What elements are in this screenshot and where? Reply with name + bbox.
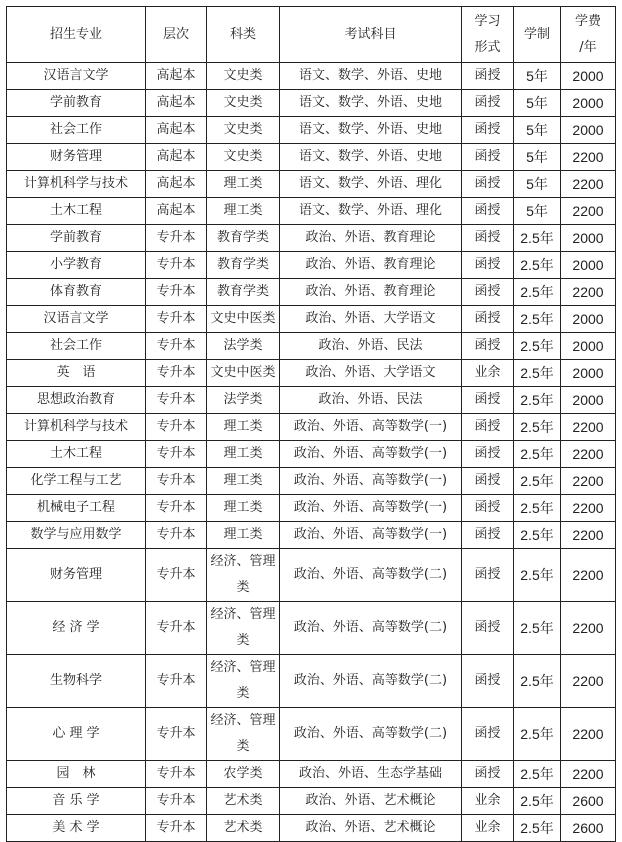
cell-fee: 2200 [561, 468, 616, 495]
header-study-form-line1: 学习 [474, 13, 501, 29]
cell-category: 教育学类 [207, 252, 280, 279]
cell-category: 文史类 [207, 144, 280, 171]
cell-major: 美 术 学 [7, 815, 146, 842]
enrollment-table [6, 6, 616, 842]
cell-duration: 2.5年 [514, 708, 561, 761]
cell-study-form: 函授 [462, 252, 514, 279]
table-row [7, 414, 616, 441]
table-row [7, 708, 616, 761]
cell-subjects: 语文、数学、外语、史地 [280, 63, 462, 90]
table-body [7, 63, 616, 842]
cell-fee: 2200 [561, 655, 616, 708]
cell-category: 理工类 [207, 171, 280, 198]
cell-study-form: 函授 [462, 225, 514, 252]
cell-major: 学前教育 [7, 90, 146, 117]
cell-subjects: 政治、外语、教育理论 [280, 279, 462, 306]
cell-category: 文史中医类 [207, 360, 280, 387]
cell-category: 文史类 [207, 63, 280, 90]
table-row [7, 602, 616, 655]
cell-duration: 2.5年 [514, 761, 561, 788]
cell-study-form: 函授 [462, 279, 514, 306]
cell-subjects: 政治、外语、民法 [280, 333, 462, 360]
cell-category: 法学类 [207, 387, 280, 414]
cell-study-form: 函授 [462, 198, 514, 225]
cell-fee: 2200 [561, 761, 616, 788]
cell-major: 音 乐 学 [7, 788, 146, 815]
header-major: 招生专业 [7, 7, 146, 63]
cell-category: 经济、管理类 [207, 708, 280, 761]
cell-study-form: 函授 [462, 333, 514, 360]
cell-major: 园 林 [7, 761, 146, 788]
cell-study-form: 函授 [462, 602, 514, 655]
cell-duration: 2.5年 [514, 522, 561, 549]
cell-major: 小学教育 [7, 252, 146, 279]
cell-category: 经济、管理类 [207, 655, 280, 708]
cell-duration: 2.5年 [514, 602, 561, 655]
cell-duration: 2.5年 [514, 360, 561, 387]
cell-duration: 2.5年 [514, 387, 561, 414]
cell-study-form: 函授 [462, 655, 514, 708]
cell-category: 艺术类 [207, 788, 280, 815]
cell-subjects: 政治、外语、大学语文 [280, 360, 462, 387]
cell-fee: 2000 [561, 225, 616, 252]
cell-major: 计算机科学与技术 [7, 414, 146, 441]
cell-study-form: 函授 [462, 63, 514, 90]
cell-fee: 2200 [561, 198, 616, 225]
cell-subjects: 政治、外语、高等数学(一) [280, 414, 462, 441]
cell-level: 专升本 [146, 655, 207, 708]
cell-major: 土木工程 [7, 441, 146, 468]
cell-level: 高起本 [146, 117, 207, 144]
cell-major: 社会工作 [7, 117, 146, 144]
cell-study-form: 函授 [462, 144, 514, 171]
cell-level: 专升本 [146, 387, 207, 414]
cell-subjects: 政治、外语、艺术概论 [280, 815, 462, 842]
cell-fee: 2000 [561, 63, 616, 90]
cell-level: 专升本 [146, 279, 207, 306]
header-fee [561, 7, 616, 63]
cell-duration: 2.5年 [514, 306, 561, 333]
cell-duration: 2.5年 [514, 225, 561, 252]
cell-major: 机械电子工程 [7, 495, 146, 522]
cell-duration: 5年 [514, 90, 561, 117]
table-row [7, 655, 616, 708]
cell-category: 理工类 [207, 414, 280, 441]
cell-major: 汉语言文学 [7, 63, 146, 90]
cell-category: 教育学类 [207, 225, 280, 252]
cell-category: 教育学类 [207, 279, 280, 306]
cell-major: 财务管理 [7, 144, 146, 171]
cell-fee: 2600 [561, 815, 616, 842]
cell-study-form: 函授 [462, 549, 514, 602]
header-level: 层次 [146, 7, 207, 63]
cell-duration: 2.5年 [514, 441, 561, 468]
table-row [7, 522, 616, 549]
header-fee-line2: /年 [579, 39, 597, 55]
cell-fee: 2000 [561, 90, 616, 117]
cell-category: 理工类 [207, 495, 280, 522]
table-row [7, 495, 616, 522]
cell-study-form: 函授 [462, 90, 514, 117]
cell-fee: 2200 [561, 708, 616, 761]
table-row [7, 468, 616, 495]
cell-subjects: 政治、外语、高等数学(一) [280, 522, 462, 549]
cell-category: 理工类 [207, 441, 280, 468]
cell-duration: 5年 [514, 171, 561, 198]
header-duration: 学制 [514, 7, 561, 63]
cell-subjects: 语文、数学、外语、史地 [280, 90, 462, 117]
cell-fee: 2200 [561, 549, 616, 602]
cell-level: 高起本 [146, 198, 207, 225]
table-row [7, 549, 616, 602]
cell-study-form: 函授 [462, 495, 514, 522]
cell-major: 学前教育 [7, 225, 146, 252]
table-row [7, 387, 616, 414]
cell-major: 汉语言文学 [7, 306, 146, 333]
cell-level: 高起本 [146, 144, 207, 171]
cell-major: 经 济 学 [7, 602, 146, 655]
cell-duration: 2.5年 [514, 252, 561, 279]
cell-major: 体育教育 [7, 279, 146, 306]
cell-duration: 5年 [514, 144, 561, 171]
cell-study-form: 函授 [462, 387, 514, 414]
cell-fee: 2200 [561, 495, 616, 522]
cell-level: 高起本 [146, 90, 207, 117]
cell-study-form: 业余 [462, 360, 514, 387]
header-category: 科类 [207, 7, 280, 63]
cell-level: 专升本 [146, 549, 207, 602]
cell-subjects: 政治、外语、大学语文 [280, 306, 462, 333]
cell-subjects: 语文、数学、外语、史地 [280, 117, 462, 144]
cell-major: 化学工程与工艺 [7, 468, 146, 495]
header-subjects: 考试科目 [280, 7, 462, 63]
cell-major: 数学与应用数学 [7, 522, 146, 549]
cell-subjects: 政治、外语、高等数学(二) [280, 655, 462, 708]
cell-level: 专升本 [146, 414, 207, 441]
table-row [7, 63, 616, 90]
cell-study-form: 函授 [462, 441, 514, 468]
cell-fee: 2600 [561, 788, 616, 815]
cell-level: 高起本 [146, 171, 207, 198]
cell-level: 专升本 [146, 252, 207, 279]
table-row [7, 333, 616, 360]
cell-level: 专升本 [146, 333, 207, 360]
cell-fee: 2200 [561, 441, 616, 468]
cell-subjects: 政治、外语、高等数学(二) [280, 549, 462, 602]
cell-subjects: 语文、数学、外语、史地 [280, 144, 462, 171]
cell-duration: 5年 [514, 198, 561, 225]
cell-category: 文史中医类 [207, 306, 280, 333]
cell-major: 土木工程 [7, 198, 146, 225]
table-row [7, 306, 616, 333]
cell-major: 财务管理 [7, 549, 146, 602]
cell-level: 专升本 [146, 522, 207, 549]
table-row [7, 788, 616, 815]
cell-level: 专升本 [146, 441, 207, 468]
cell-subjects: 政治、外语、教育理论 [280, 252, 462, 279]
table-row [7, 198, 616, 225]
cell-duration: 2.5年 [514, 655, 561, 708]
cell-fee: 2200 [561, 279, 616, 306]
cell-subjects: 政治、外语、生态学基础 [280, 761, 462, 788]
table-row [7, 144, 616, 171]
cell-study-form: 函授 [462, 761, 514, 788]
table-row [7, 279, 616, 306]
header-fee-line1: 学费 [574, 13, 601, 29]
cell-subjects: 政治、外语、民法 [280, 387, 462, 414]
cell-category: 经济、管理类 [207, 602, 280, 655]
cell-duration: 2.5年 [514, 333, 561, 360]
cell-subjects: 政治、外语、教育理论 [280, 225, 462, 252]
cell-major: 生物科学 [7, 655, 146, 708]
cell-category: 文史类 [207, 90, 280, 117]
table-row [7, 761, 616, 788]
cell-study-form: 业余 [462, 788, 514, 815]
cell-study-form: 函授 [462, 468, 514, 495]
cell-category: 艺术类 [207, 815, 280, 842]
cell-study-form: 函授 [462, 117, 514, 144]
cell-level: 专升本 [146, 761, 207, 788]
cell-level: 专升本 [146, 306, 207, 333]
cell-duration: 5年 [514, 117, 561, 144]
table-row [7, 252, 616, 279]
cell-duration: 2.5年 [514, 468, 561, 495]
cell-fee: 2000 [561, 252, 616, 279]
cell-major: 思想政治教育 [7, 387, 146, 414]
cell-subjects: 政治、外语、高等数学(一) [280, 468, 462, 495]
cell-fee: 2000 [561, 306, 616, 333]
cell-fee: 2200 [561, 602, 616, 655]
cell-fee: 2000 [561, 360, 616, 387]
cell-major: 英 语 [7, 360, 146, 387]
cell-study-form: 函授 [462, 414, 514, 441]
cell-fee: 2200 [561, 144, 616, 171]
cell-major: 计算机科学与技术 [7, 171, 146, 198]
cell-study-form: 函授 [462, 708, 514, 761]
cell-subjects: 政治、外语、高等数学(二) [280, 602, 462, 655]
cell-fee: 2200 [561, 522, 616, 549]
table-row [7, 225, 616, 252]
cell-study-form: 函授 [462, 306, 514, 333]
table-row [7, 815, 616, 842]
header-study-form-line2: 形式 [474, 39, 501, 55]
cell-level: 专升本 [146, 788, 207, 815]
cell-category: 文史类 [207, 117, 280, 144]
cell-duration: 2.5年 [514, 788, 561, 815]
table-row [7, 117, 616, 144]
table-row [7, 441, 616, 468]
cell-study-form: 函授 [462, 171, 514, 198]
cell-category: 法学类 [207, 333, 280, 360]
cell-subjects: 政治、外语、高等数学(一) [280, 495, 462, 522]
cell-fee: 2200 [561, 171, 616, 198]
cell-duration: 2.5年 [514, 279, 561, 306]
header-row [7, 7, 616, 63]
cell-level: 专升本 [146, 468, 207, 495]
cell-fee: 2200 [561, 414, 616, 441]
cell-level: 专升本 [146, 495, 207, 522]
cell-subjects: 政治、外语、高等数学(二) [280, 708, 462, 761]
cell-category: 理工类 [207, 522, 280, 549]
cell-level: 专升本 [146, 602, 207, 655]
cell-category: 农学类 [207, 761, 280, 788]
cell-duration: 2.5年 [514, 495, 561, 522]
cell-duration: 5年 [514, 63, 561, 90]
cell-level: 专升本 [146, 708, 207, 761]
cell-study-form: 业余 [462, 815, 514, 842]
cell-subjects: 政治、外语、艺术概论 [280, 788, 462, 815]
table-row [7, 171, 616, 198]
cell-subjects: 政治、外语、高等数学(一) [280, 441, 462, 468]
cell-level: 专升本 [146, 225, 207, 252]
cell-major: 社会工作 [7, 333, 146, 360]
cell-level: 专升本 [146, 360, 207, 387]
cell-fee: 2000 [561, 333, 616, 360]
cell-fee: 2000 [561, 117, 616, 144]
header-study-form [462, 7, 514, 63]
cell-category: 经济、管理类 [207, 549, 280, 602]
cell-study-form: 函授 [462, 522, 514, 549]
cell-category: 理工类 [207, 468, 280, 495]
cell-duration: 2.5年 [514, 414, 561, 441]
cell-subjects: 语文、数学、外语、理化 [280, 171, 462, 198]
cell-category: 理工类 [207, 198, 280, 225]
cell-fee: 2000 [561, 387, 616, 414]
cell-duration: 2.5年 [514, 549, 561, 602]
table-row [7, 90, 616, 117]
cell-level: 专升本 [146, 815, 207, 842]
cell-level: 高起本 [146, 63, 207, 90]
cell-duration: 2.5年 [514, 815, 561, 842]
table-row [7, 360, 616, 387]
cell-major: 心 理 学 [7, 708, 146, 761]
cell-subjects: 语文、数学、外语、理化 [280, 198, 462, 225]
